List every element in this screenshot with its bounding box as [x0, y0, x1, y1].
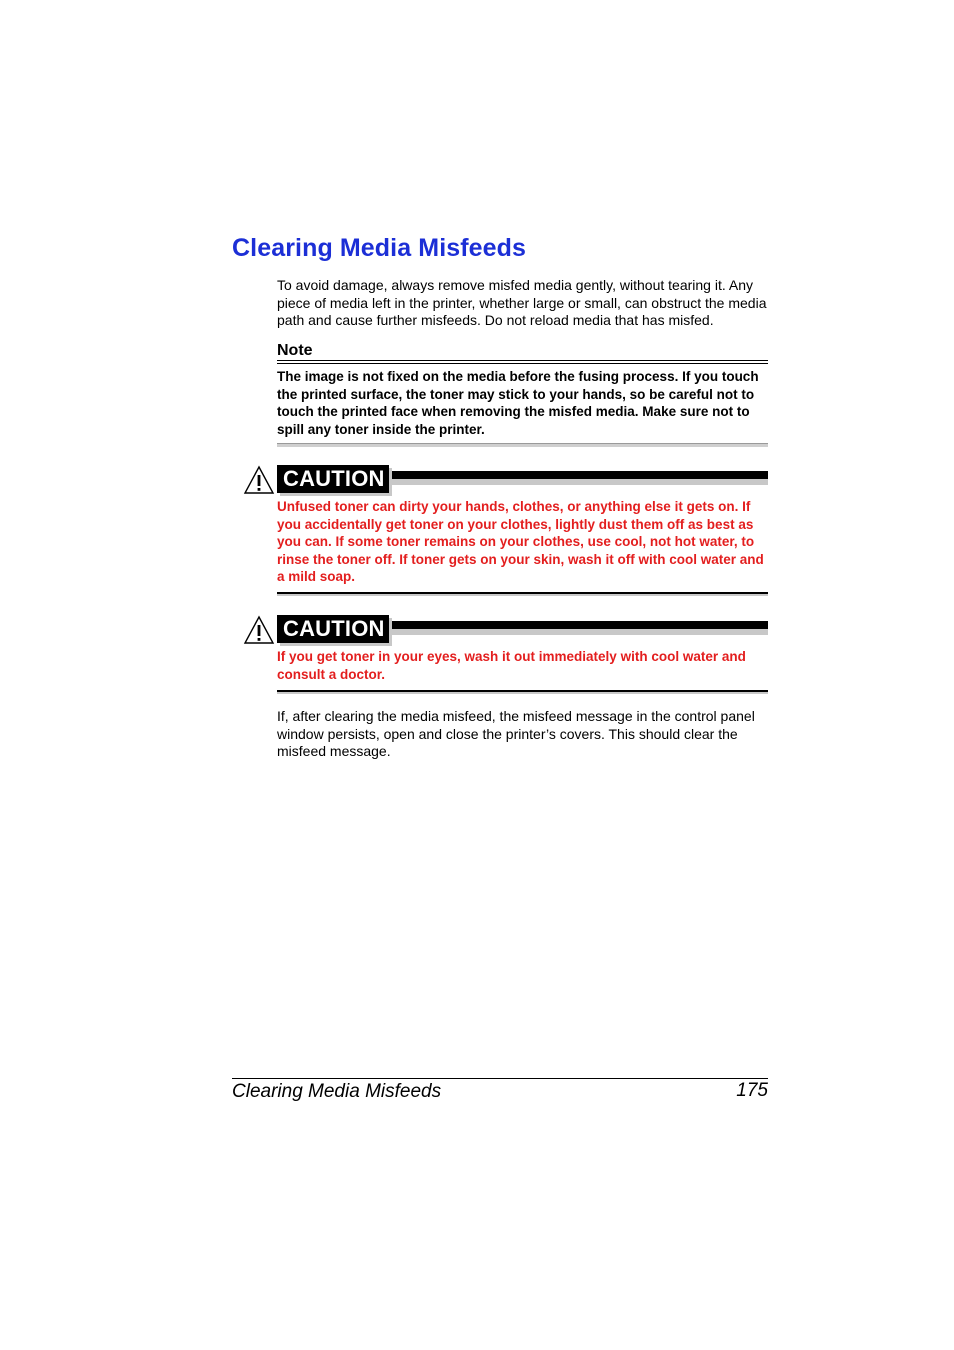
caution-bar-shadow — [387, 629, 768, 635]
intro-paragraph: To avoid damage, always remove misfed media gently, without tearing it. Any piece of media left in the printer, whether large or small, can obstruct the media path and cause further misfeeds. Do not reload media that has misfed. — [277, 277, 767, 329]
caution-end-divider — [277, 690, 768, 694]
caution-bar-shadow — [387, 479, 768, 485]
page-number: 175 — [736, 1080, 768, 1101]
caution-label: CAUTION — [283, 466, 385, 491]
caution-text: If you get toner in your eyes, wash it out immediately with cool water and consult a doctor. — [277, 649, 746, 682]
note-divider-bottom — [277, 443, 768, 447]
closing-paragraph: If, after clearing the media misfeed, the misfeed message in the control panel window persists, open and close the printer’s covers. This should clear the misfeed message. — [277, 708, 755, 760]
note-divider-top — [277, 360, 768, 364]
caution-end-divider — [277, 592, 768, 596]
warning-triangle-icon — [243, 465, 275, 495]
warning-triangle-icon — [243, 615, 275, 645]
footer-divider — [232, 1078, 768, 1079]
note-text: The image is not fixed on the media before the fusing process. If you touch the printed surface, the toner may stick to your hands, so be careful not to touch the printed face when removing the misfed media. Make sure not to spill any toner inside the printer. — [277, 369, 759, 437]
note-heading: Note — [277, 342, 313, 359]
caution-text: Unfused toner can dirty your hands, clothes, or anything else it gets on. If you accidentally get toner on your clothes, lightly dust them off as best as you can. If some toner remains on your clothes, use cool, not hot water, to rinse the toner off. If toner gets on your skin, wash it off with cool water and a mild soap. — [277, 499, 764, 585]
caution-label: CAUTION — [283, 616, 385, 641]
page-title: Clearing Media Misfeeds — [232, 234, 527, 262]
footer-title: Clearing Media Misfeeds — [232, 1081, 442, 1102]
